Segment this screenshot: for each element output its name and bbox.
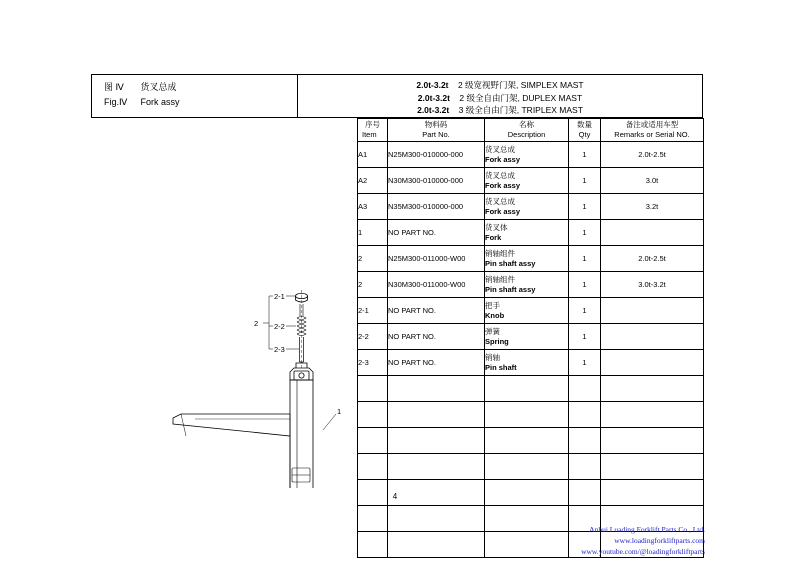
figure-label-cn: 图 Ⅳ: [104, 82, 124, 92]
cell-part-no: NO PART NO.: [388, 220, 485, 246]
footer-youtube[interactable]: www.youtube.com/@loadingforkliftparts: [581, 547, 705, 556]
table-row-empty: [358, 428, 704, 454]
column-header-item: 序号 Item: [358, 119, 388, 142]
cell-part-no: N25M300-010000-000: [388, 142, 485, 168]
column-header-remarks: 备注或适用车型 Remarks or Serial NO.: [601, 119, 704, 142]
cell-item: 2-2: [358, 324, 388, 350]
callout-label-2-3: 2-3: [274, 345, 285, 354]
table-row: [358, 324, 704, 350]
cell-remarks: 3.0t: [601, 168, 704, 194]
figure-name-en: Fork assy: [140, 97, 180, 107]
cell-qty: [569, 376, 601, 402]
footer-block: [581, 524, 705, 557]
cell-remarks: [601, 220, 704, 246]
table-row: [358, 246, 704, 272]
table-row: [358, 194, 704, 220]
cell-remarks: [601, 298, 704, 324]
cell-item: [358, 532, 388, 558]
cell-remarks: [601, 480, 704, 506]
figure-title-block: [92, 75, 298, 117]
table-body: [358, 142, 704, 558]
figure-label-en: Fig.Ⅳ: [104, 97, 128, 107]
footer-company: Anhui Luading Forklift Parts Co., Ltd.: [589, 525, 705, 534]
cell-item: 2: [358, 272, 388, 298]
cell-part-no: N30M300-010000-000: [388, 168, 485, 194]
mast-capacity: 2.0t-3.2t: [417, 92, 450, 103]
cell-description: [485, 506, 569, 532]
cell-qty: 1: [569, 168, 601, 194]
column-header-qty: 数量 Qty: [569, 119, 601, 142]
cell-item: 2-1: [358, 298, 388, 324]
cell-qty: 1: [569, 246, 601, 272]
callout-label-1: 1: [337, 407, 342, 416]
page-number: 4: [392, 492, 398, 501]
cell-item: [358, 454, 388, 480]
table-row: [358, 298, 704, 324]
cell-remarks: 3.0t-3.2t: [601, 272, 704, 298]
cell-description: 弹簧 Spring: [485, 324, 569, 350]
cell-item: A2: [358, 168, 388, 194]
cell-qty: 1: [569, 220, 601, 246]
mast-description: 3 级全自由门架, TRIPLEX MAST: [458, 105, 583, 115]
cell-item: [358, 376, 388, 402]
cell-part-no: N35M300-010000-000: [388, 194, 485, 220]
cell-item: 1: [358, 220, 388, 246]
cell-part-no: [388, 402, 485, 428]
mast-capacity: 2.0t-3.2t: [416, 80, 449, 90]
table-row-empty: [358, 376, 704, 402]
cell-description: [485, 376, 569, 402]
cell-remarks: [601, 402, 704, 428]
cell-qty: [569, 454, 601, 480]
cell-qty: [569, 428, 601, 454]
cell-part-no: [388, 428, 485, 454]
cell-qty: 1: [569, 350, 601, 376]
cell-item: [358, 480, 388, 506]
mast-description: 2 级全自由门架, DUPLEX MAST: [459, 92, 583, 103]
cell-part-no: [388, 532, 485, 558]
cell-item: 2-3: [358, 350, 388, 376]
cell-qty: 1: [569, 272, 601, 298]
cell-qty: 1: [569, 324, 601, 350]
cell-description: 货叉总成 Fork assy: [485, 142, 569, 168]
cell-description: 货叉体 Fork: [485, 220, 569, 246]
cell-remarks: [601, 454, 704, 480]
table-row-empty: [358, 480, 704, 506]
parts-table: [357, 118, 704, 558]
table-header-row: [358, 119, 704, 142]
cell-item: [358, 428, 388, 454]
cell-description: [485, 428, 569, 454]
cell-part-no: [388, 454, 485, 480]
table-row: [358, 142, 704, 168]
cell-description: 把手 Knob: [485, 298, 569, 324]
column-header-description: 名称 Description: [485, 119, 569, 142]
cell-description: [485, 532, 569, 558]
cell-item: 2: [358, 246, 388, 272]
cell-item: [358, 402, 388, 428]
cell-remarks: 2.0t-2.5t: [601, 246, 704, 272]
callout-label-2-1: 2-1: [274, 292, 285, 301]
figure-header: [91, 74, 703, 118]
cell-description: 货叉总成 Fork assy: [485, 168, 569, 194]
cell-part-no: [388, 376, 485, 402]
mast-capacity: 2.0t-3.2t: [417, 105, 450, 115]
cell-description: [485, 402, 569, 428]
cell-part-no: N25M300-011000-W00: [388, 246, 485, 272]
cell-item: A3: [358, 194, 388, 220]
fork-assembly-drawing: [91, 118, 357, 488]
cell-qty: [569, 402, 601, 428]
figure-title-en-row: [104, 95, 297, 110]
callout-label-2-2: 2-2: [274, 322, 285, 331]
callout-label-2: 2: [254, 319, 259, 328]
mast-line: [298, 104, 702, 117]
mast-description: 2 级宽视野门架, SIMPLEX MAST: [457, 80, 584, 90]
cell-description: 销轴组件 Pin shaft assy: [485, 246, 569, 272]
cell-remarks: [601, 428, 704, 454]
column-header-part-no: 物料码 Part No.: [388, 119, 485, 142]
cell-remarks: [601, 376, 704, 402]
cell-description: 销轴 Pin shaft: [485, 350, 569, 376]
cell-item: A1: [358, 142, 388, 168]
cell-description: [485, 454, 569, 480]
cell-remarks: [601, 350, 704, 376]
cell-qty: 1: [569, 298, 601, 324]
figure-title-cn-row: [104, 80, 297, 95]
mast-applicability-block: [298, 75, 702, 117]
cell-description: 销轴组件 Pin shaft assy: [485, 272, 569, 298]
table-row: [358, 272, 704, 298]
cell-remarks: 2.0t-2.5t: [601, 142, 704, 168]
cell-remarks: [601, 324, 704, 350]
table-row: [358, 168, 704, 194]
cell-item: [358, 506, 388, 532]
cell-part-no: [388, 506, 485, 532]
cell-description: [485, 480, 569, 506]
footer-website[interactable]: www.loadingforkliftparts.com: [614, 536, 705, 545]
mast-line: [298, 92, 702, 105]
table-row: [358, 220, 704, 246]
cell-description: 货叉总成 Fork assy: [485, 194, 569, 220]
cell-qty: 1: [569, 142, 601, 168]
table-row-empty: [358, 402, 704, 428]
table-row-empty: [358, 454, 704, 480]
figure-name-cn: 货叉总成: [140, 82, 177, 92]
cell-qty: 1: [569, 194, 601, 220]
cell-part-no: NO PART NO.: [388, 350, 485, 376]
cell-part-no: N30M300-011000-W00: [388, 272, 485, 298]
cell-qty: [569, 480, 601, 506]
table-row: [358, 350, 704, 376]
cell-part-no: NO PART NO.: [388, 298, 485, 324]
cell-remarks: 3.2t: [601, 194, 704, 220]
cell-part-no: NO PART NO.: [388, 324, 485, 350]
mast-line: [298, 79, 702, 92]
